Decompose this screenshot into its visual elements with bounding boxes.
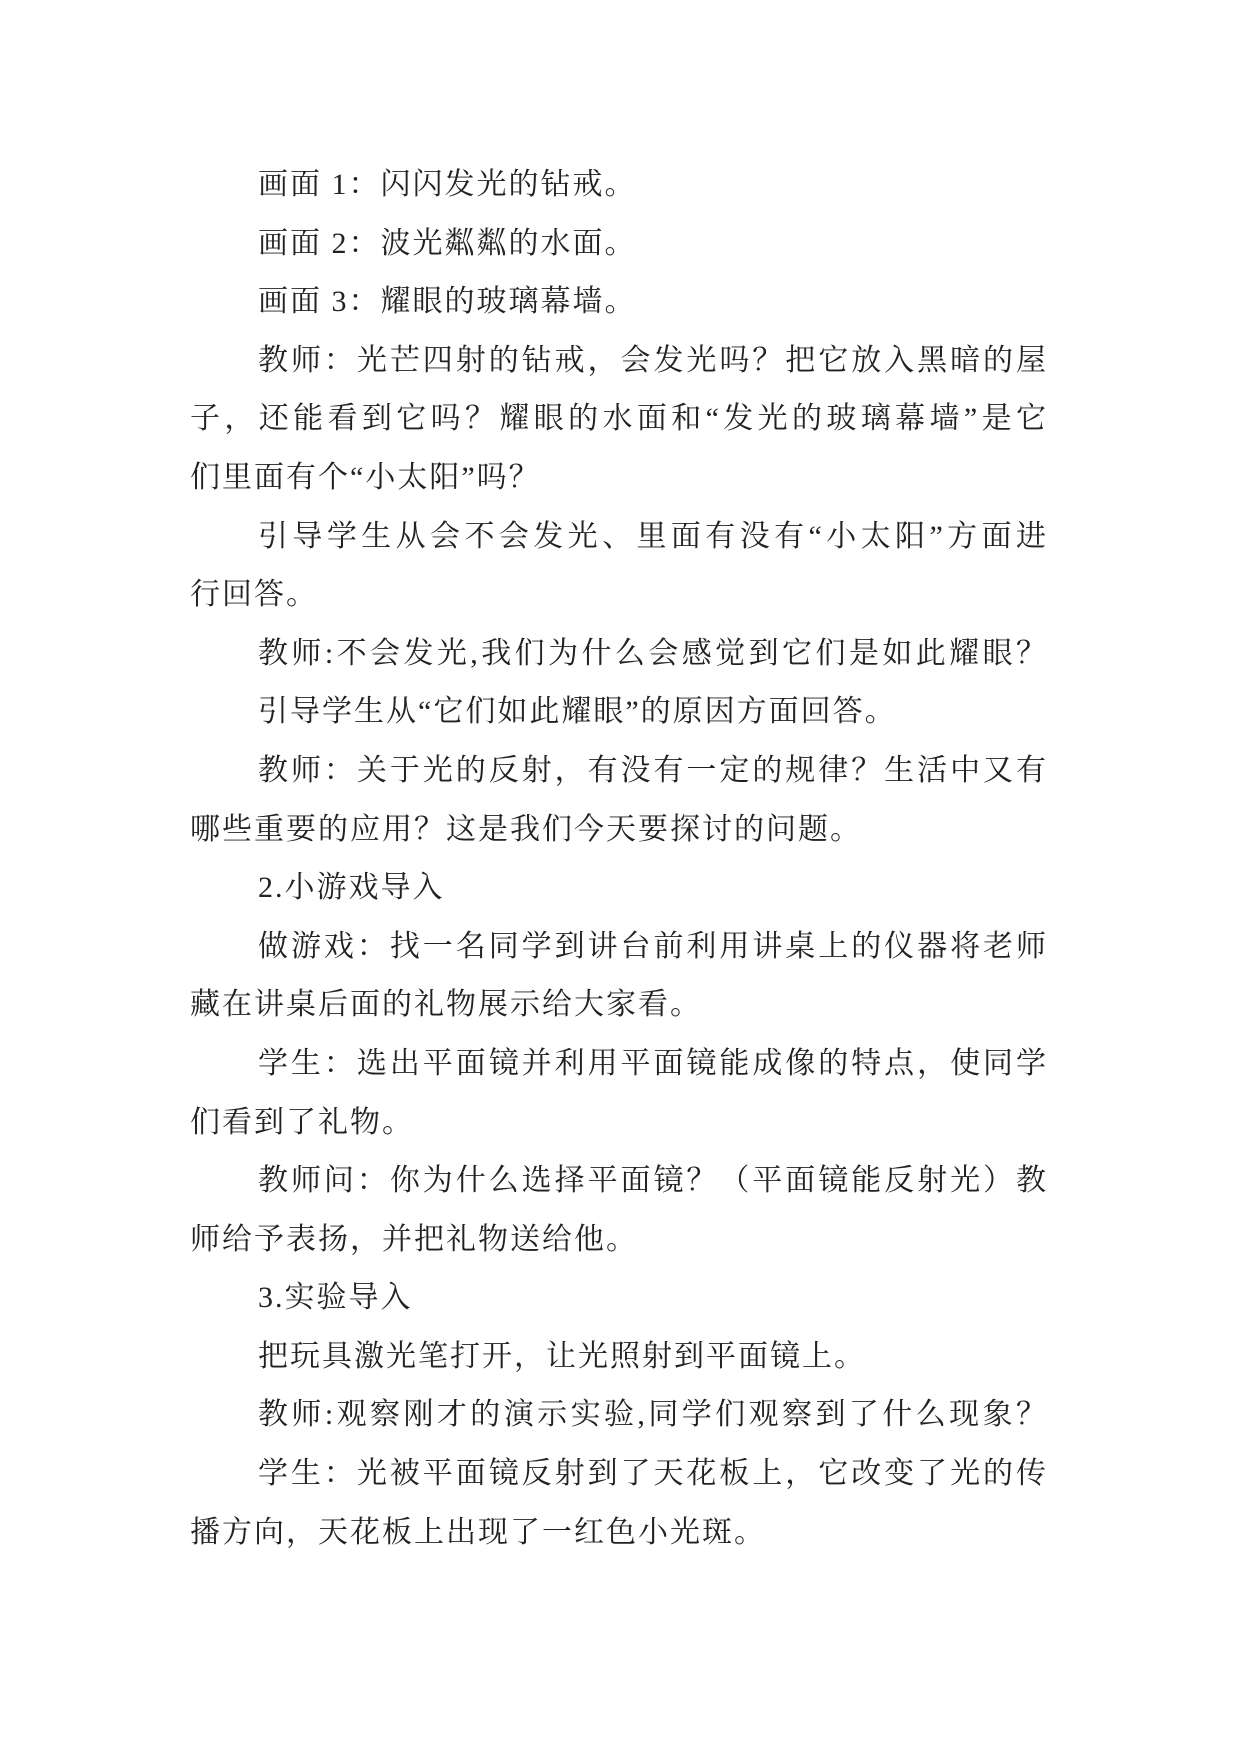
paragraph-line: 行回答。 [190,578,318,612]
paragraph [190,1386,1048,1445]
paragraph-line: 学生：选出平面镜并利用平面镜能成像的特点，使同学 [258,1046,1048,1080]
paragraph-line: 引导学生从“它们如此耀眼”的原因方面回答。 [258,695,897,729]
paragraph [190,1035,1048,1152]
paragraph-line: 藏在讲桌后面的礼物展示给大家看。 [190,988,702,1022]
paragraph-line: 教师问：你为什么选择平面镜？（平面镜能反射光）教 [258,1164,1048,1198]
paragraph-line: 哪些重要的应用？这是我们今天要探讨的问题。 [190,812,862,846]
paragraph [190,156,1048,215]
paragraph-line: 师给予表扬，并把礼物送给他。 [190,1222,638,1256]
paragraph-line: 把玩具激光笔打开，让光照射到平面镜上。 [258,1339,866,1373]
paragraph [190,625,1048,684]
paragraph-line: 3.实验导入 [258,1281,413,1315]
paragraph [190,1152,1048,1269]
paragraph [190,683,1048,742]
paragraph [190,1328,1048,1387]
paragraph-line: 教师：光芒四射的钻戒，会发光吗？把它放入黑暗的屋 [258,343,1048,377]
paragraph-line: 引导学生从会不会发光、里面有没有“小太阳”方面进 [258,519,1048,553]
paragraph-line: 教师:观察刚才的演示实验,同学们观察到了什么现象？ [258,1398,1048,1432]
paragraph-line: 们看到了礼物。 [190,1105,414,1139]
section-heading [190,859,1048,918]
paragraph-line: 们里面有个“小太阳”吗？ [190,460,541,494]
paragraph [190,215,1048,274]
section-heading [190,1269,1048,1328]
paragraph-line: 子，还能看到它吗？耀眼的水面和“发光的玻璃幕墙”是它 [190,402,1048,436]
paragraph [190,273,1048,332]
paragraph [190,508,1048,625]
paragraph [190,918,1048,1035]
paragraph-line: 做游戏：找一名同学到讲台前利用讲桌上的仪器将老师 [258,929,1048,963]
paragraph-line: 画面 1：闪闪发光的钻戒。 [258,168,637,201]
paragraph-line: 教师：关于光的反射，有没有一定的规律？生活中又有 [258,753,1048,787]
paragraph-line: 画面 3：耀眼的玻璃幕墙。 [258,285,637,319]
body-text [190,156,1048,1562]
paragraph [190,742,1048,859]
paragraph [190,332,1048,508]
paragraph-line: 教师:不会发光,我们为什么会感觉到它们是如此耀眼？ [258,636,1048,670]
paragraph [190,1445,1048,1562]
paragraph-line: 画面 2：波光粼粼的水面。 [258,226,637,260]
paragraph-line: 播方向，天花板上出现了一红色小光斑。 [190,1515,766,1549]
paragraph-line: 2.小游戏导入 [258,871,445,905]
paragraph-line: 学生：光被平面镜反射到了天花板上，它改变了光的传 [258,1457,1048,1491]
